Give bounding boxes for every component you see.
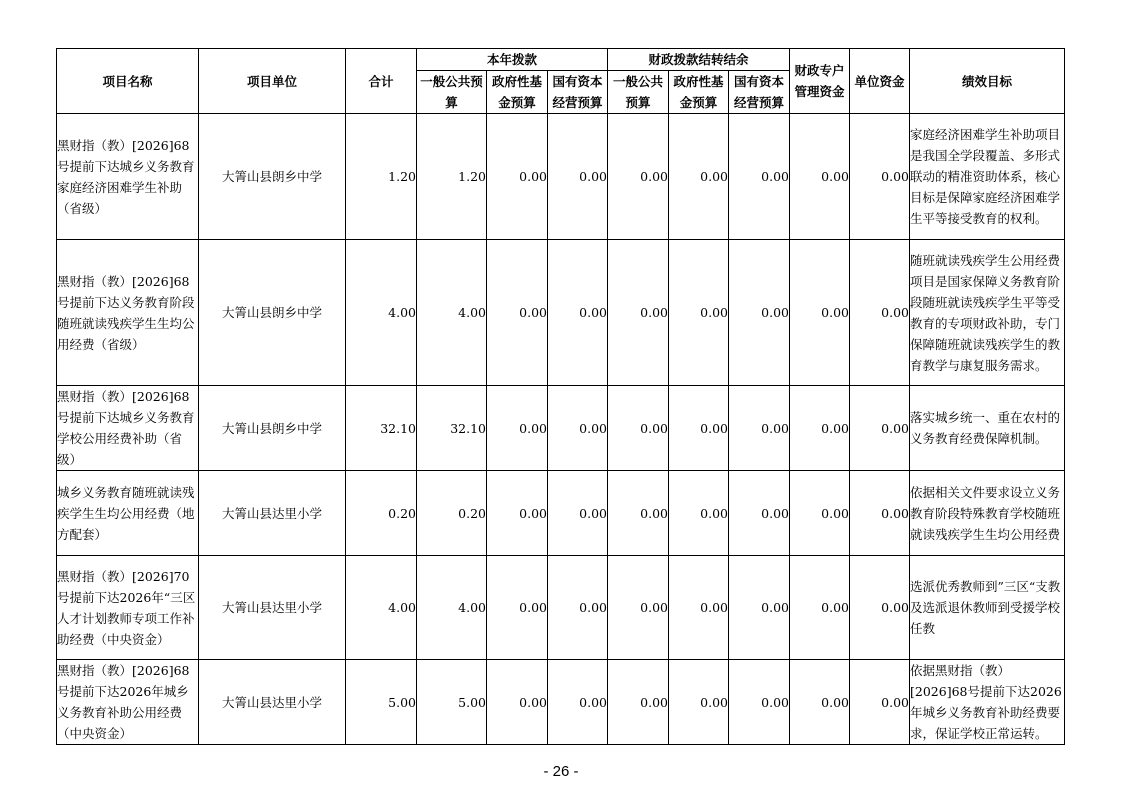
cell-total: 5.00 — [346, 660, 417, 745]
cell-special-fund: 0.00 — [790, 556, 850, 660]
col-header-performance-goal: 绩效目标 — [910, 49, 1065, 114]
col-header-project-name: 项目名称 — [57, 49, 199, 114]
col-group-carryover: 财政拨款结转结余 — [608, 49, 790, 71]
cell-general: 4.00 — [417, 240, 487, 386]
cell-unit-fund: 0.00 — [850, 471, 910, 556]
budget-table — [56, 48, 1065, 745]
cell-unit-fund: 0.00 — [850, 114, 910, 240]
cell-project-unit: 大箐山县达里小学 — [199, 660, 346, 745]
cell-state-capital: 0.00 — [548, 240, 608, 386]
cell-total: 0.20 — [346, 471, 417, 556]
cell-general: 1.20 — [417, 114, 487, 240]
cell-carry-state-capital: 0.00 — [729, 386, 790, 471]
cell-carry-state-capital: 0.00 — [729, 114, 790, 240]
cell-gov-fund: 0.00 — [487, 386, 548, 471]
cell-unit-fund: 0.00 — [850, 660, 910, 745]
cell-carry-general: 0.00 — [608, 556, 669, 660]
cell-project-unit: 大箐山县朗乡中学 — [199, 240, 346, 386]
cell-performance-goal: 选派优秀教师到”三区“支教及选派退休教师到受援学校任教 — [910, 556, 1065, 660]
table-row — [57, 240, 1065, 386]
cell-special-fund: 0.00 — [790, 471, 850, 556]
cell-project-name: 黑财指（教）[2026]68号提前下达2026年城乡义务教育补助公用经费（中央资金） — [57, 660, 199, 745]
cell-unit-fund: 0.00 — [850, 240, 910, 386]
cell-total: 32.10 — [346, 386, 417, 471]
table-row — [57, 471, 1065, 556]
header-row-top — [57, 49, 1065, 71]
cell-total: 4.00 — [346, 240, 417, 386]
cell-special-fund: 0.00 — [790, 114, 850, 240]
cell-general: 4.00 — [417, 556, 487, 660]
col-group-current-year: 本年拨款 — [417, 49, 608, 71]
cell-project-name: 黑财指（教）[2026]70号提前下达2026年“三区人才计划教师专项工作补助经费（中央资金） — [57, 556, 199, 660]
table-row — [57, 386, 1065, 471]
col-header-carry-state-capital-budget: 国有资本经营预算 — [729, 71, 790, 114]
cell-carry-gov-fund: 0.00 — [669, 660, 729, 745]
cell-total: 1.20 — [346, 114, 417, 240]
cell-carry-general: 0.00 — [608, 114, 669, 240]
cell-special-fund: 0.00 — [790, 660, 850, 745]
cell-carry-state-capital: 0.00 — [729, 556, 790, 660]
cell-carry-general: 0.00 — [608, 660, 669, 745]
cell-performance-goal: 依据黑财指（教）[2026]68号提前下达2026年城乡义务教育补助经费要求，保证学校正常运转。 — [910, 660, 1065, 745]
cell-carry-gov-fund: 0.00 — [669, 240, 729, 386]
page-number: - 26 - — [543, 763, 579, 780]
cell-project-name: 黑财指（教）[2026]68号提前下达义务教育阶段随班就读残疾学生生均公用经费（省级） — [57, 240, 199, 386]
table-row — [57, 114, 1065, 240]
cell-carry-state-capital: 0.00 — [729, 240, 790, 386]
col-header-unit-fund: 单位资金 — [850, 49, 910, 114]
cell-carry-state-capital: 0.00 — [729, 471, 790, 556]
table-row — [57, 556, 1065, 660]
cell-performance-goal: 家庭经济困难学生补助项目是我国全学段覆盖、多形式联动的精准资助体系，核心目标是保障家庭经济困难学生平等接受教育的权利。 — [910, 114, 1065, 240]
cell-carry-general: 0.00 — [608, 240, 669, 386]
cell-carry-gov-fund: 0.00 — [669, 114, 729, 240]
cell-unit-fund: 0.00 — [850, 386, 910, 471]
cell-carry-gov-fund: 0.00 — [669, 471, 729, 556]
cell-state-capital: 0.00 — [548, 386, 608, 471]
cell-project-unit: 大箐山县达里小学 — [199, 556, 346, 660]
col-header-carry-gov-fund-budget: 政府性基金预算 — [669, 71, 729, 114]
cell-carry-general: 0.00 — [608, 386, 669, 471]
cell-carry-general: 0.00 — [608, 471, 669, 556]
cell-gov-fund: 0.00 — [487, 240, 548, 386]
cell-carry-gov-fund: 0.00 — [669, 556, 729, 660]
cell-carry-state-capital: 0.00 — [729, 660, 790, 745]
col-header-carry-general-budget: 一般公共预算 — [608, 71, 669, 114]
cell-state-capital: 0.00 — [548, 471, 608, 556]
cell-project-unit: 大箐山县朗乡中学 — [199, 114, 346, 240]
cell-gov-fund: 0.00 — [487, 471, 548, 556]
cell-project-name: 黑财指（教）[2026]68号提前下达城乡义务教育家庭经济困难学生补助（省级） — [57, 114, 199, 240]
cell-gov-fund: 0.00 — [487, 660, 548, 745]
col-header-project-unit: 项目单位 — [199, 49, 346, 114]
col-header-special-fund: 财政专户管理资金 — [790, 49, 850, 114]
cell-state-capital: 0.00 — [548, 556, 608, 660]
cell-performance-goal: 随班就读残疾学生公用经费项目是国家保障义务教育阶段随班就读残疾学生平等受教育的专项财政补助，专门保障随班就读残疾学生的教育教学与康复服务需求。 — [910, 240, 1065, 386]
col-header-general-budget: 一般公共预算 — [417, 71, 487, 114]
cell-state-capital: 0.00 — [548, 660, 608, 745]
cell-general: 0.20 — [417, 471, 487, 556]
table-row — [57, 660, 1065, 745]
cell-carry-gov-fund: 0.00 — [669, 386, 729, 471]
cell-special-fund: 0.00 — [790, 240, 850, 386]
cell-gov-fund: 0.00 — [487, 114, 548, 240]
cell-performance-goal: 落实城乡统一、重在农村的义务教育经费保障机制。 — [910, 386, 1065, 471]
cell-project-name: 黑财指（教）[2026]68号提前下达城乡义务教育学校公用经费补助（省级） — [57, 386, 199, 471]
cell-unit-fund: 0.00 — [850, 556, 910, 660]
cell-project-unit: 大箐山县朗乡中学 — [199, 386, 346, 471]
cell-state-capital: 0.00 — [548, 114, 608, 240]
col-header-state-capital-budget: 国有资本经营预算 — [548, 71, 608, 114]
cell-total: 4.00 — [346, 556, 417, 660]
cell-project-name: 城乡义务教育随班就读残疾学生生均公用经费（地方配套） — [57, 471, 199, 556]
cell-performance-goal: 依据相关文件要求设立义务教育阶段特殊教育学校随班就读残疾学生生均公用经费 — [910, 471, 1065, 556]
col-header-total: 合计 — [346, 49, 417, 114]
col-header-gov-fund-budget: 政府性基金预算 — [487, 71, 548, 114]
cell-general: 5.00 — [417, 660, 487, 745]
cell-project-unit: 大箐山县达里小学 — [199, 471, 346, 556]
cell-special-fund: 0.00 — [790, 386, 850, 471]
cell-general: 32.10 — [417, 386, 487, 471]
cell-gov-fund: 0.00 — [487, 556, 548, 660]
